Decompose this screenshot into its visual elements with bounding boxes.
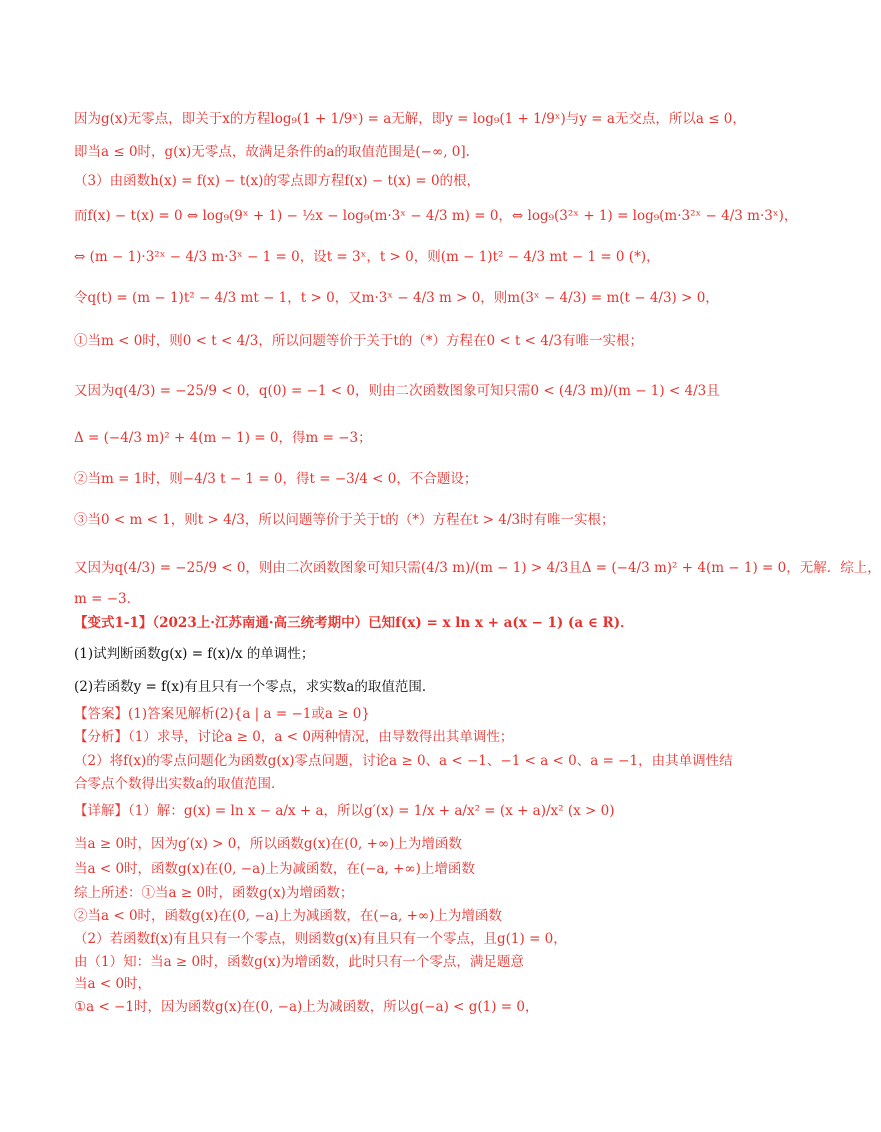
- line-10: ②当m = 1时，则−4/3 t − 1 = 0，得t = −3/4 < 0，不合题设；: [74, 471, 478, 487]
- line-6: 令q(t) = (m − 1)t² − 4/3 mt − 1，t > 0，又m·3ˣ − 4/3 m > 0，则m(3ˣ − 4/3) = m(t − 4/3) > 0，: [74, 290, 719, 306]
- answer-line: 【答案】(1)答案见解析(2){a | a = −1或a ≥ 0}: [74, 706, 370, 722]
- detail-line-4: 综上所述：①当a ≥ 0时，函数g(x)为增函数；: [74, 885, 354, 901]
- question-1: (1)试判断函数g(x) = f(x)/x 的单调性；: [74, 646, 315, 662]
- line-4: 而f(x) − t(x) = 0 ⇔ log₉(9ˣ + 1) − ½x − log₉(m·3ˣ − 4/3 m) = 0，⇔ log₉(3²ˣ + 1) = log₉(m·3²ˣ − 4/3 m·3ˣ)，: [74, 208, 798, 224]
- detail-line-7: 由（1）知：当a ≥ 0时，函数g(x)为增函数，此时只有一个零点，满足题意: [74, 954, 524, 970]
- detail-line-6: （2）若函数f(x)有且只有一个零点，则函数g(x)有且只有一个零点，且g(1) = 0，: [74, 931, 567, 947]
- line-3: （3）由函数h(x) = f(x) − t(x)的零点即方程f(x) − t(x) = 0的根，: [74, 173, 481, 189]
- line-7: ①当m < 0时，则0 < t < 4/3，所以问题等价于关于t的（*）方程在0 < t < 4/3有唯一实根；: [74, 333, 644, 349]
- detail-line-3: 当a < 0时，函数g(x)在(0, −a)上为减函数，在(−a, +∞)上增函数: [74, 861, 475, 877]
- line-12: 又因为q(4/3) = −25/9 < 0，则由二次函数图象可知只需(4/3 m)/(m − 1) > 4/3且Δ = (−4/3 m)² + 4(m − 1) = 0，无解．综上，: [74, 560, 881, 576]
- detail-line-1: 【详解】（1）解：g(x) = ln x − a/x + a，所以g′(x) = 1/x + a/x² = (x + a)/x² (x > 0): [74, 803, 615, 819]
- question-2: (2)若函数y = f(x)有且只有一个零点，求实数a的取值范围．: [74, 679, 436, 695]
- detail-line-5: ②当a < 0时，函数g(x)在(0, −a)上为减函数，在(−a, +∞)上为增函数: [74, 908, 502, 924]
- variant-tag: 【变式1-1】（2023上·江苏南通·高三统考期中）已知f(x) = x ln x + a(x − 1) (a ∈ R)．: [74, 615, 634, 631]
- detail-line-2: 当a ≥ 0时，因为g′(x) > 0，所以函数g(x)在(0, +∞)上为增函数: [74, 836, 462, 852]
- line-11: ③当0 < m < 1，则t > 4/3，所以问题等价于关于t的（*）方程在t > 4/3时有唯一实根；: [74, 512, 615, 528]
- line-5: ⇔ (m − 1)·3²ˣ − 4/3 m·3ˣ − 1 = 0，设t = 3ˣ，t > 0，则(m − 1)t² − 4/3 mt − 1 = 0 (*)，: [74, 249, 660, 265]
- analysis-line-2: （2）将f(x)的零点问题化为函数g(x)零点问题，讨论a ≥ 0、a < −1、−1 < a < 0、a = −1，由其单调性结: [74, 753, 733, 769]
- line-1: 因为g(x)无零点，即关于x的方程log₉(1 + 1/9ˣ) = a无解，即y = log₉(1 + 1/9ˣ)与y = a无交点，所以a ≤ 0，: [74, 111, 746, 127]
- detail-line-9: ①a < −1时，因为函数g(x)在(0, −a)上为减函数，所以g(−a) < g(1) = 0，: [74, 999, 539, 1015]
- analysis-line-1: 【分析】（1）求导，讨论a ≥ 0，a < 0两种情况，由导数得出其单调性；: [74, 729, 514, 745]
- line-2: 即当a ≤ 0时，g(x)无零点，故满足条件的a的取值范围是(−∞, 0].: [74, 144, 470, 160]
- line-13: m = −3．: [74, 591, 141, 607]
- line-8: 又因为q(4/3) = −25/9 < 0，q(0) = −1 < 0，则由二次函数图象可知只需0 < (4/3 m)/(m − 1) < 4/3且: [74, 383, 720, 399]
- line-9: Δ = (−4/3 m)² + 4(m − 1) = 0，得m = −3；: [74, 430, 372, 446]
- detail-line-8: 当a < 0时，: [74, 976, 152, 992]
- variant-heading: [74, 612, 740, 634]
- analysis-line-3: 合零点个数得出实数a的取值范围．: [74, 776, 285, 792]
